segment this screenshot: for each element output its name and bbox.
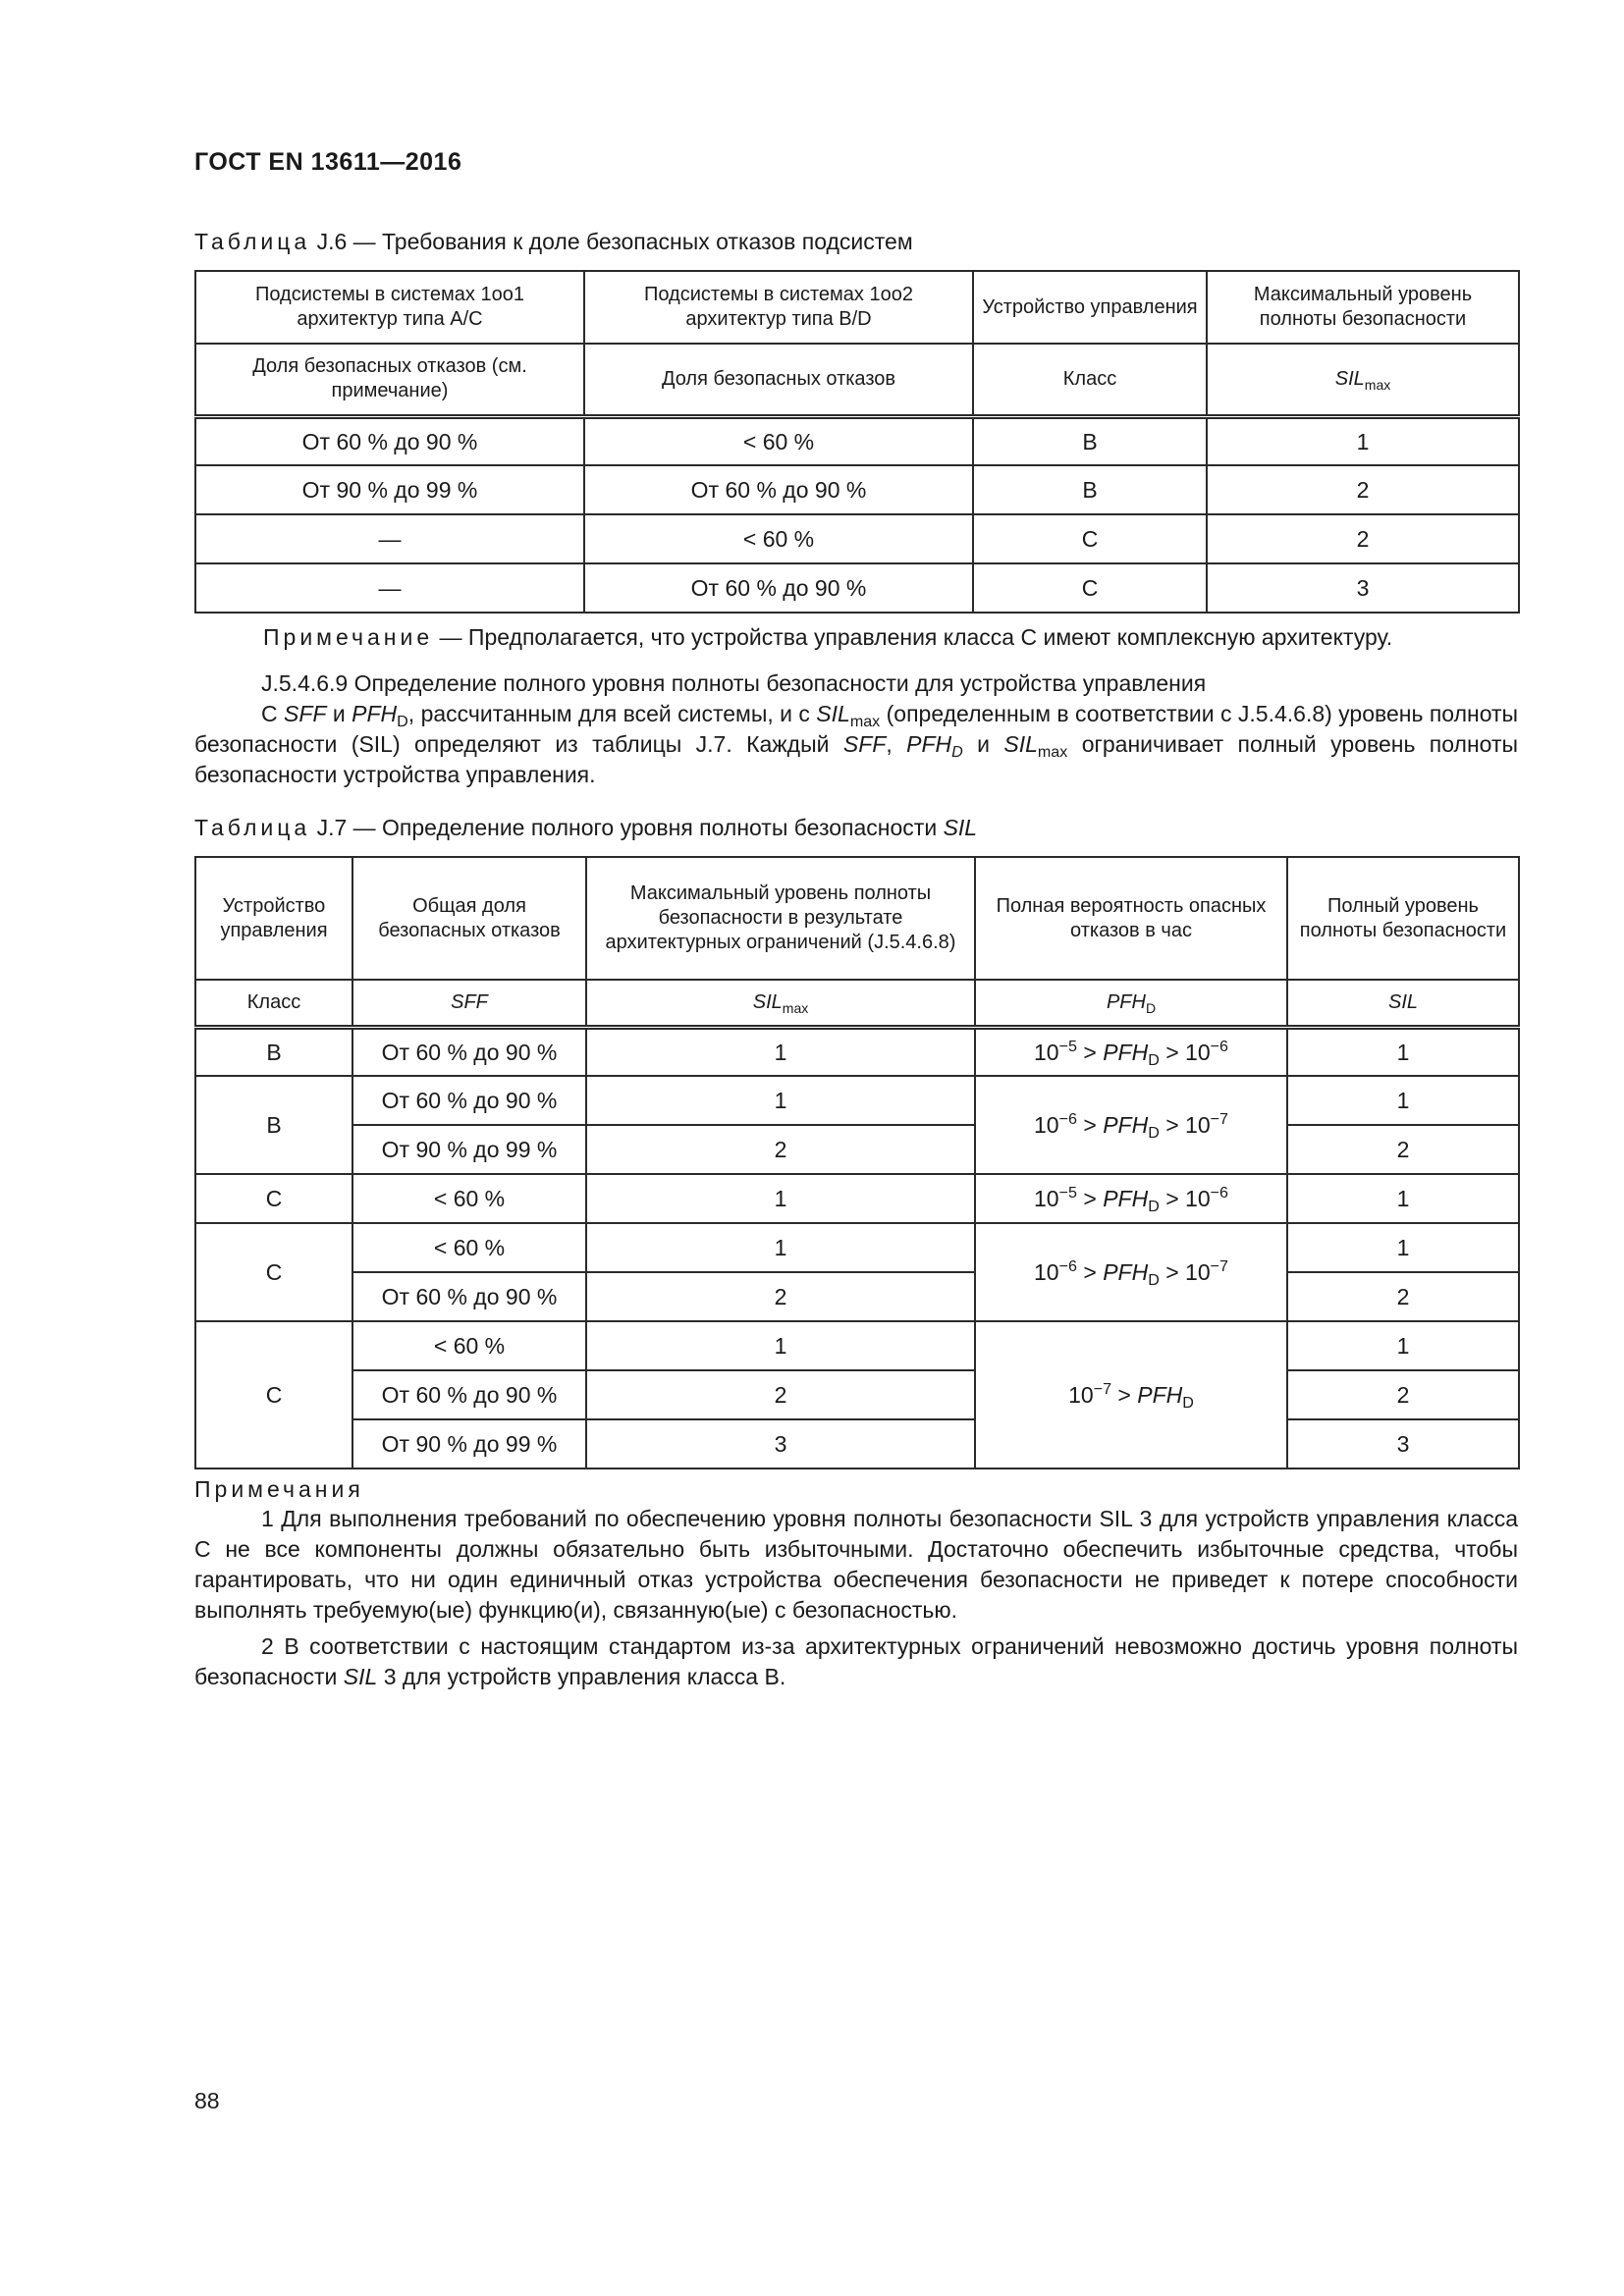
sff-cell: < 60 % bbox=[352, 1223, 586, 1272]
table-row bbox=[195, 1370, 1519, 1419]
j6-head-1oo2: Подсистемы в системах 1оо2 архитектур типа B/D bbox=[584, 271, 973, 344]
sff-cell: От 60 % до 90 % bbox=[352, 1272, 586, 1321]
j6-sub-class: Класс bbox=[973, 344, 1207, 416]
sil-cell: 1 bbox=[1287, 1027, 1519, 1076]
exponent: −7 bbox=[1093, 1379, 1112, 1398]
table-j6-note-label: Примечание bbox=[263, 624, 434, 650]
note-2: 2 В соответствии с настоящим стандартом из-за архитектурных ограничений невозможно достичь уровня полноты безопасности SIL 3 для устройств управления класса В. bbox=[194, 1633, 1518, 1689]
j7-sub-pfh: $PFH_D$ bbox=[975, 980, 1287, 1027]
sil-cell: 1 bbox=[1287, 1076, 1519, 1125]
silmax-cell: 2 bbox=[586, 1370, 975, 1419]
silmax-cell: 1 bbox=[586, 1321, 975, 1370]
table-cell: C bbox=[973, 563, 1207, 613]
sil-cell: 2 bbox=[1287, 1370, 1519, 1419]
sff-cell: От 60 % до 90 % bbox=[352, 1370, 586, 1419]
exponent: −6 bbox=[1210, 1037, 1228, 1055]
class-cell: C bbox=[195, 1223, 352, 1321]
pfh-symbol: PFH bbox=[1103, 1258, 1149, 1285]
table-cell: От 60 % до 90 % bbox=[584, 563, 973, 613]
class-cell: C bbox=[195, 1174, 352, 1223]
silmax-cell: 1 bbox=[586, 1076, 975, 1125]
sil-cell: 3 bbox=[1287, 1419, 1519, 1468]
exponent: −7 bbox=[1210, 1109, 1228, 1128]
table-row bbox=[195, 1174, 1519, 1223]
table-j7-body bbox=[195, 1027, 1519, 1468]
pfh-range-cell: $10^{-5} > PFH_D > 10^{-6}$ bbox=[975, 1027, 1287, 1076]
j7-head-pfh: Полная вероятность опасных отказов в час bbox=[975, 857, 1287, 980]
sff-cell: От 90 % до 99 % bbox=[352, 1125, 586, 1174]
table-j6-caption bbox=[194, 229, 913, 255]
j7-sub-sil: SIL bbox=[1287, 980, 1519, 1027]
silmax-cell: 2 bbox=[586, 1272, 975, 1321]
pfh-range-cell: $10^{-6} > PFH_D > 10^{-7}$ bbox=[975, 1223, 1287, 1321]
pfh-subscript: D bbox=[1148, 1123, 1160, 1142]
table-j6 bbox=[194, 270, 1520, 614]
table-row bbox=[195, 1419, 1519, 1468]
table-cell: — bbox=[195, 514, 584, 563]
notes-heading: Примечания bbox=[194, 1476, 364, 1502]
class-cell: B bbox=[195, 1027, 352, 1076]
table-row bbox=[195, 1223, 1519, 1272]
table-cell: < 60 % bbox=[584, 514, 973, 563]
silmax-cell: 1 bbox=[586, 1223, 975, 1272]
j7-sub-class: Класс bbox=[195, 980, 352, 1027]
table-row bbox=[195, 416, 1519, 465]
table-cell: 2 bbox=[1207, 514, 1519, 563]
table-j7-caption-sil: SIL bbox=[943, 815, 978, 840]
table-row bbox=[195, 1076, 1519, 1125]
note-1: 1 Для выполнения требований по обеспечению уровня полноты безопасности SIL 3 для устройств управления класса С не все компоненты должны обязательно быть избыточными. Достаточно обеспечить избыточные средства, чтобы гарантировать, что ни один единичный отказ устройства обеспечения безопасности не приведет к потере способности выполнять требуемую(ые) функцию(и), связанную(ые) с безопасностью. bbox=[194, 1506, 1518, 1623]
table-j6-note bbox=[263, 624, 1392, 651]
table-j6-subheader-row bbox=[195, 344, 1519, 416]
table-cell: 1 bbox=[1207, 416, 1519, 465]
page-number: 88 bbox=[194, 2088, 220, 2113]
sff-cell: От 60 % до 90 % bbox=[352, 1076, 586, 1125]
table-cell: От 90 % до 99 % bbox=[195, 465, 584, 514]
sff-cell: < 60 % bbox=[352, 1321, 586, 1370]
j6-sub-sff: Доля безопасных отказов bbox=[584, 344, 973, 416]
pfh-subscript: D bbox=[1148, 1270, 1160, 1289]
pfh-range-cell: $10^{-6} > PFH_D > 10^{-7}$ bbox=[975, 1076, 1287, 1174]
sff-cell: От 90 % до 99 % bbox=[352, 1419, 586, 1468]
exponent: −7 bbox=[1210, 1256, 1228, 1275]
j7-sub-sff: SFF bbox=[352, 980, 586, 1027]
table-j6-caption-label: Таблица bbox=[194, 229, 311, 254]
table-cell: 2 bbox=[1207, 465, 1519, 514]
exponent: −5 bbox=[1058, 1183, 1077, 1201]
j7-head-sil: Полный уровень полноты безопасности bbox=[1287, 857, 1519, 980]
table-row bbox=[195, 465, 1519, 514]
class-cell: B bbox=[195, 1076, 352, 1174]
table-row bbox=[195, 514, 1519, 563]
table-j7-caption-label: Таблица bbox=[194, 815, 311, 840]
table-row bbox=[195, 1125, 1519, 1174]
pfh-subscript: D bbox=[1182, 1393, 1194, 1412]
j6-sub-sil-text: SIL bbox=[1334, 367, 1365, 390]
table-j7-caption bbox=[194, 815, 977, 841]
j7-head-silmax: Максимальный уровень полноты безопасности в результате архитектурных ограничений (J.5.4.6.8) bbox=[586, 857, 975, 980]
sil-cell: 1 bbox=[1287, 1223, 1519, 1272]
section-heading: J.5.4.6.9 Определение полного уровня полноты безопасности для устройства управления bbox=[261, 670, 1207, 696]
pfh-subscript: D bbox=[1148, 1050, 1160, 1069]
pfh-symbol: PFH bbox=[1103, 1039, 1149, 1065]
sil-cell: 2 bbox=[1287, 1272, 1519, 1321]
j7-head-sff: Общая доля безопасных отказов bbox=[352, 857, 586, 980]
j7-head-device: Устройство управления bbox=[195, 857, 352, 980]
j6-sub-sil-sub: max bbox=[1364, 376, 1391, 393]
table-row bbox=[195, 1027, 1519, 1076]
sil-cell: 1 bbox=[1287, 1321, 1519, 1370]
sil-cell: 1 bbox=[1287, 1174, 1519, 1223]
table-j7-subheader-row bbox=[195, 980, 1519, 1027]
pfh-symbol: PFH bbox=[1103, 1111, 1149, 1138]
silmax-cell: 2 bbox=[586, 1125, 975, 1174]
table-j7-header-row bbox=[195, 857, 1519, 980]
table-cell: 3 bbox=[1207, 563, 1519, 613]
table-j7-caption-text: J.7 — Определение полного уровня полноты безопасности bbox=[316, 815, 938, 840]
table-cell: — bbox=[195, 563, 584, 613]
pfh-symbol: PFH bbox=[1103, 1185, 1149, 1211]
table-cell: < 60 % bbox=[584, 416, 973, 465]
sff-cell: < 60 % bbox=[352, 1174, 586, 1223]
exponent: −5 bbox=[1058, 1037, 1077, 1055]
pfh-symbol: PFH bbox=[1137, 1381, 1183, 1408]
table-j7 bbox=[194, 856, 1520, 1469]
table-cell: C bbox=[973, 514, 1207, 563]
exponent: −6 bbox=[1210, 1183, 1228, 1201]
document-header: ГОСТ EN 13611—2016 bbox=[194, 148, 462, 176]
silmax-cell: 3 bbox=[586, 1419, 975, 1468]
table-cell: B bbox=[973, 416, 1207, 465]
exponent: −6 bbox=[1058, 1256, 1077, 1275]
j6-sub-silmax bbox=[1207, 344, 1519, 416]
exponent: −6 bbox=[1058, 1109, 1077, 1128]
j7-sub-silmax: $SIL_{max}$ bbox=[586, 980, 975, 1027]
table-cell: B bbox=[973, 465, 1207, 514]
pfh-subscript: D bbox=[1148, 1197, 1160, 1215]
pfh-range-cell: $10^{-5} > PFH_D > 10^{-6}$ bbox=[975, 1174, 1287, 1223]
pfh-range-cell: $10^{-7} > PFH_D$ bbox=[975, 1321, 1287, 1468]
table-j6-caption-text: J.6 — Требования к доле безопасных отказов подсистем bbox=[316, 229, 913, 254]
j6-head-device: Устройство управления bbox=[973, 271, 1207, 344]
table-cell: От 60 % до 90 % bbox=[584, 465, 973, 514]
section-paragraph: С SFF и $PFH_D$, рассчитанным для всей системы, и с $SIL_{max}$ (определенным в соответствии с J.5.4.6.8) уровень полноты безопасности (SIL) определяют из таблицы J.7. Каждый SFF, $PFH_D$ и $SIL_{max}$ ограничивает полный уровень полноты безопасности устройства управления. bbox=[194, 701, 1519, 787]
table-row bbox=[195, 1321, 1519, 1370]
table-cell: От 60 % до 90 % bbox=[195, 416, 584, 465]
sff-cell: От 60 % до 90 % bbox=[352, 1027, 586, 1076]
j6-head-1oo1: Подсистемы в системах 1оо1 архитектур типа А/С bbox=[195, 271, 584, 344]
silmax-cell: 1 bbox=[586, 1027, 975, 1076]
j6-head-max-sil: Максимальный уровень полноты безопасности bbox=[1207, 271, 1519, 344]
table-row bbox=[195, 1272, 1519, 1321]
sil-cell: 2 bbox=[1287, 1125, 1519, 1174]
table-j6-header-row bbox=[195, 271, 1519, 344]
class-cell: C bbox=[195, 1321, 352, 1468]
table-j6-note-text: — Предполагается, что устройства управления класса С имеют комплексную архитектуру. bbox=[439, 624, 1393, 650]
j6-sub-sff-note: Доля безопасных отказов (см. примечание) bbox=[195, 344, 584, 416]
table-row bbox=[195, 563, 1519, 613]
silmax-cell: 1 bbox=[586, 1174, 975, 1223]
